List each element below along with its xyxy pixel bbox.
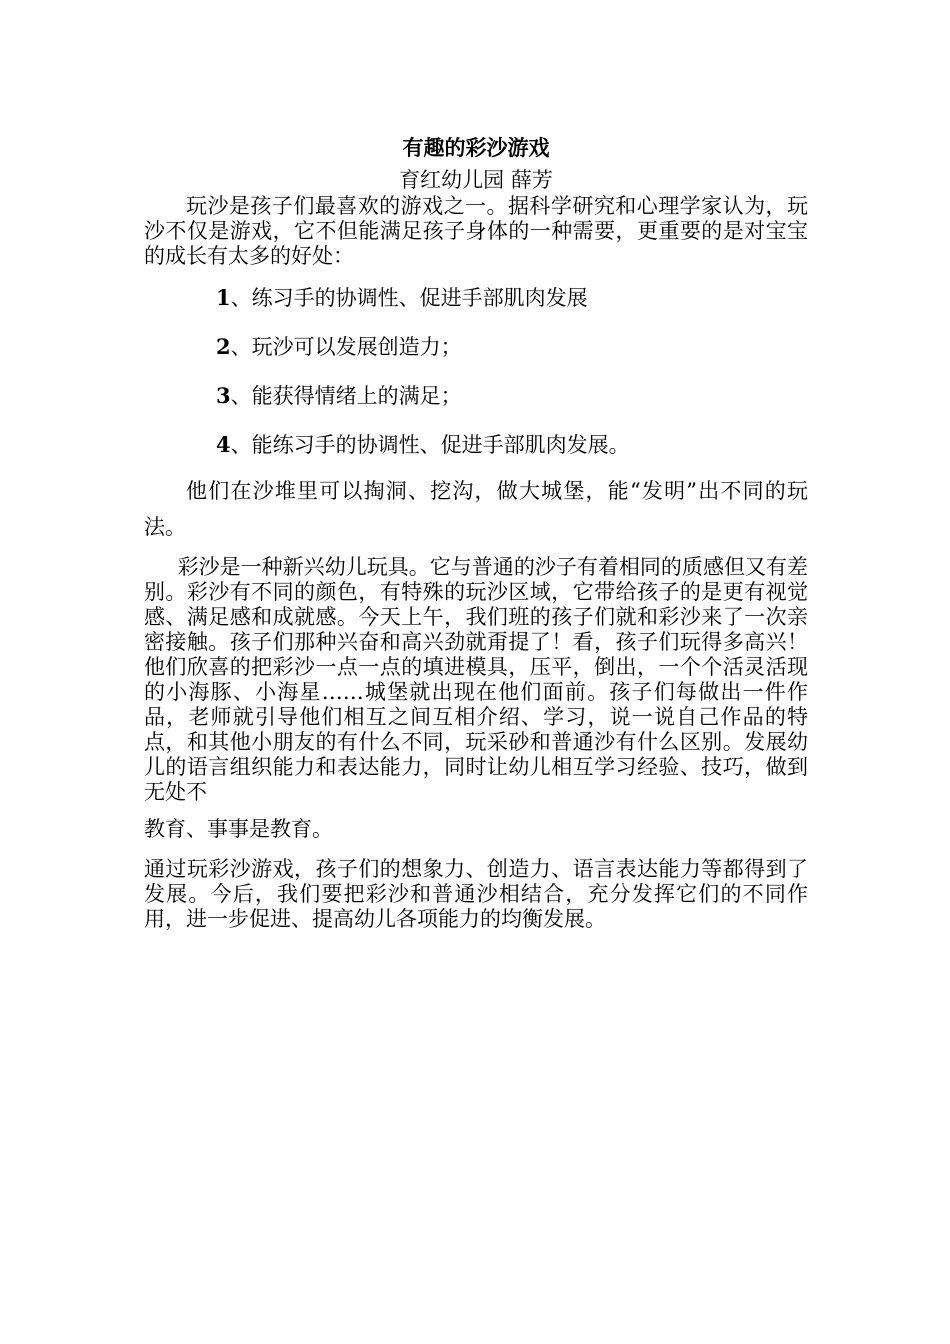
play-methods-paragraph: 他们在沙堆里可以掏洞、挖沟，做大城堡，能“发明”出不同的玩法。 <box>144 479 808 539</box>
author-byline: 育红幼儿园 薛芳 <box>399 168 553 192</box>
document-page <box>144 130 808 932</box>
list-item <box>144 332 808 362</box>
benefits-list <box>144 283 808 460</box>
colored-sand-paragraph: 彩沙是一种新兴幼儿玩具。它与普通的沙子有着相同的质感但又有差别。彩沙有不同的颜色，有特殊的玩沙区域，它带给孩子的是更有视觉感、满足感和成就感。今天上午，我们班的孩子们就和彩沙来了一次亲密接触。孩子们那种兴奋和高兴劲就甭提了！看，孩子们玩得多高兴！他们欣喜的把彩沙一点一点的填进模具，压平，倒出，一个个活灵活现的小海豚、小海星……城堡就出现在他们面前。孩子们每做出一件作品，老师就引导他们相互之间互相介绍、学习，说一说自己作品的特点，和其他小朋友的有什么不同，玩采砂和普通沙有什么区别。发展幼儿的语言组织能力和表达能力，同时让幼儿相互学习经验、技巧，做到无处不 <box>144 555 808 804</box>
intro-paragraph: 玩沙是孩子们最喜欢的游戏之一。据科学研究和心理学家认为，玩沙不仅是游戏，它不但能满足孩子身体的一种需要，更重要的是对宝宝的成长有太多的好处： <box>144 194 808 268</box>
list-item-text: 、玩沙可以发展创造力； <box>230 335 462 359</box>
conclusion-paragraph: 通过玩彩沙游戏，孩子们的想象力、创造力、语言表达能力等都得到了发展。今后，我们要把彩沙和普通沙相结合，充分发挥它们的不同作用，进一步促进、提高幼儿各项能力的均衡发展。 <box>144 857 808 931</box>
list-item-number: 3 <box>216 383 231 408</box>
list-item-number: 4 <box>216 432 231 457</box>
list-item-number: 1 <box>216 285 231 310</box>
list-item-text: 、能获得情绪上的满足； <box>230 384 462 408</box>
document-title: 有趣的彩沙游戏 <box>402 136 550 160</box>
list-item <box>144 283 808 313</box>
list-item <box>144 381 808 411</box>
list-item-text: 、练习手的协调性、促进手部肌肉发展 <box>230 286 588 310</box>
colored-sand-paragraph-end: 教育、事事是教育。 <box>144 817 333 841</box>
list-item-number: 2 <box>216 334 231 359</box>
list-item <box>144 430 808 460</box>
list-item-text: 、能练习手的协调性、促进手部肌肉发展。 <box>230 433 630 457</box>
